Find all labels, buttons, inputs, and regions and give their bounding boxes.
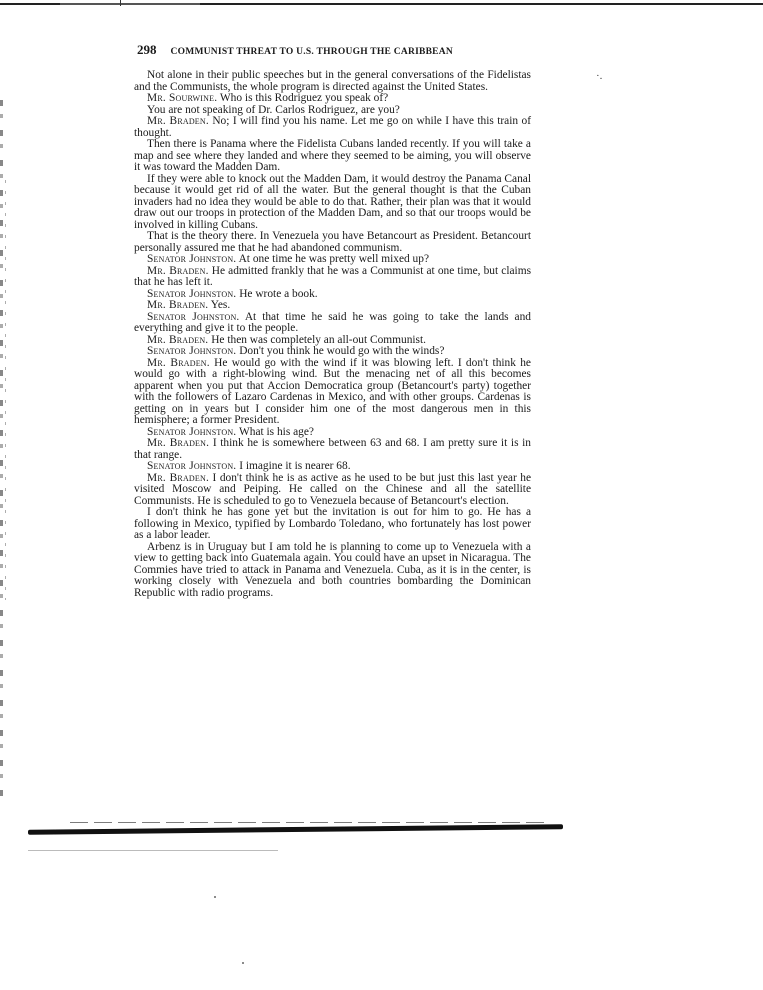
- speaker-name: Mr. Braden.: [147, 264, 209, 277]
- scan-tick-mark: [120, 0, 121, 6]
- paragraph: Senator Johnston. At that time he said he was going to take the lands and everything and give it to the people.: [134, 310, 531, 334]
- paragraph: Senator Johnston. I imagine it is nearer 68.: [147, 460, 351, 472]
- paragraph: I don't think he has gone yet but the invitation is out for him to go. He has a following in Mexico, typified by Lombardo Toledano, who fortunately has lost power as a labor leader.: [134, 506, 531, 541]
- scan-rule-faint: [28, 850, 278, 851]
- scan-speck: [242, 962, 244, 964]
- paragraph: Senator Johnston. What is his age?: [147, 425, 314, 438]
- speaker-name: Mr. Braden.: [147, 115, 209, 127]
- speaker-name: Senator Johnston.: [147, 425, 237, 438]
- paragraph: Mr. Braden. He would go with the wind if it was blowing left. I don't think he would go with a right-blowing wind. But the menacing net of all this becomes apparent when you put that Accion Democratica group (Betancourt's party) together with the followers of Lazaro Cardenas in Mexico, and with other groups. Cardenas is getting on in years but I consider him one of the most dangerous men in this hemisphere; a former President.: [134, 356, 531, 426]
- scan-rule-bottom: [28, 824, 563, 835]
- paragraph: Mr. Braden. No; I will find you his name. Let me go on while I have this train of thought.: [134, 115, 531, 139]
- page-header: [137, 41, 537, 59]
- scan-speck: [214, 896, 216, 898]
- paragraph: Mr. Braden. I think he is somewhere between 63 and 68. I am pretty sure it is in that range.: [134, 437, 532, 461]
- paragraph: Senator Johnston. He wrote a book.: [147, 287, 318, 300]
- paragraph: Arbenz is in Uruguay but I am told he is planning to come up to Venezuela with a view to getting back into Guatemala again. You could have an upset in Nicaragua. The Commies have tried to attack in Panama and Venezuela. Cuba, as it is in the center, is working closely with Venezuela and both countries bombarding the Dominican Republic with radio programs.: [134, 540, 531, 599]
- scan-rule-thin: [70, 822, 550, 823]
- paragraph: Mr. Braden. He admitted frankly that he was a Communist at one time, but claims that he has left it.: [134, 264, 532, 288]
- scan-edge-left: [0, 100, 3, 800]
- page-number: 298: [137, 42, 157, 57]
- speaker-name: Mr. Sourwine.: [147, 92, 218, 104]
- paragraph: Mr. Braden. Yes.: [147, 299, 231, 311]
- paragraph: That is the theory there. In Venezuela you have Betancourt as President. Betancourt personally assured me that he had abandoned communism.: [134, 230, 531, 254]
- stray-mark: ·.: [596, 70, 603, 82]
- paragraph: You are not speaking of Dr. Carlos Rodriguez, are you?: [147, 103, 400, 116]
- speaker-name: Senator Johnston.: [147, 310, 240, 323]
- paragraph: Senator Johnston. At one time he was pretty well mixed up?: [147, 253, 430, 265]
- speaker-name: Senator Johnston.: [147, 287, 237, 300]
- speaker-name: Mr. Braden.: [147, 356, 210, 369]
- speaker-name: Mr. Braden.: [147, 437, 210, 449]
- paragraph: If they were able to knock out the Madden Dam, it would destroy the Panama Canal because it would get rid of all the water. But the general thought is that the Cuban invaders had no idea they would be able to do that. Rather, their plan was that it would draw out our troops in protection of the Madden Dam, and so that our troops would be involved in killing Cubans.: [134, 172, 531, 231]
- paragraph: Then there is Panama where the Fidelista Cubans landed recently. If you will take a map and see where they landed and where they seemed to be aiming, you will observe it was toward the Madden Dam.: [134, 138, 531, 173]
- paragraph: Mr. Braden. I don't think he is as active as he used to be but just this last year he visited Moscow and Peiping. He called on the Chinese and all the satellite Communists. He is scheduled to go to Venezuela because of Betancourt's election.: [134, 471, 531, 507]
- paragraph: Mr. Sourwine. Who is this Rodriguez you speak of?: [147, 92, 389, 104]
- scan-border-top: [0, 3, 763, 5]
- speaker-name: Senator Johnston.: [147, 253, 237, 265]
- speaker-name: Mr. Braden.: [147, 333, 209, 346]
- paragraph: Senator Johnston. Don't you think he would go with the winds?: [147, 345, 445, 357]
- paragraph: Mr. Braden. He then was completely an all-out Communist.: [147, 333, 427, 346]
- paragraph: Not alone in their public speeches but in the general conversations of the Fidelistas and the Communists, the whole program is directed against the United States.: [134, 69, 531, 93]
- running-head: COMMUNIST THREAT TO U.S. THROUGH THE CARIBBEAN: [170, 47, 453, 57]
- scan-edge-left-inner: [5, 180, 6, 600]
- speaker-name: Senator Johnston.: [147, 345, 237, 357]
- speaker-name: Mr. Braden.: [147, 299, 209, 311]
- speaker-name: Senator Johnston.: [147, 460, 237, 472]
- speaker-name: Mr. Braden.: [147, 471, 210, 484]
- page-body: [134, 70, 531, 599]
